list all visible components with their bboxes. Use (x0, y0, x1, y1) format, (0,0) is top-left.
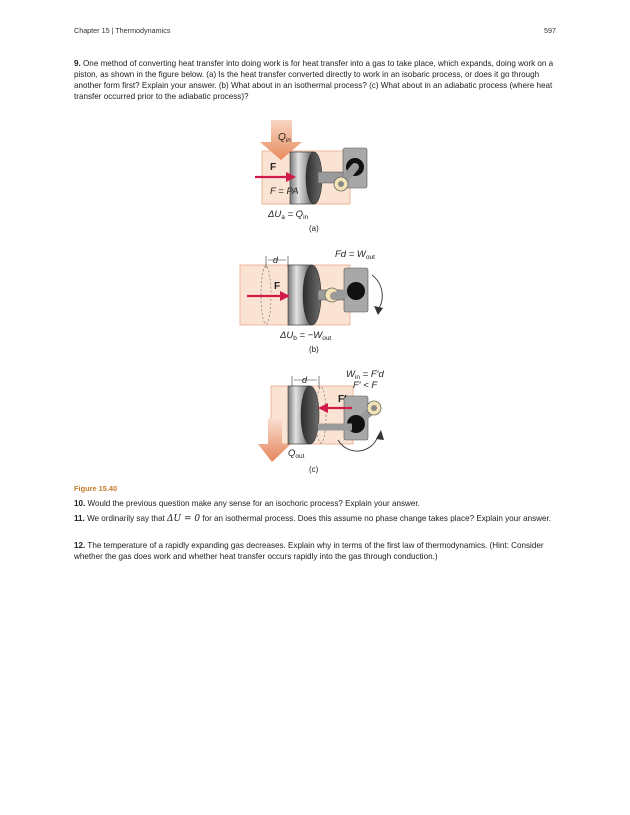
figure-panel-b (240, 249, 383, 354)
question-12 (74, 540, 558, 562)
w-in-equation: $W_{in} = F'd$ (346, 369, 384, 381)
piston-face (301, 386, 319, 444)
question-number: 11. (74, 514, 85, 523)
panel-a-label: (a) (309, 224, 319, 233)
question-text: Would the previous question make any sense for an isochoric process? Explain your answer. (87, 499, 420, 508)
delta-u-a: $\Delta U_a = Q_{in}$ (268, 209, 309, 221)
displacement-d: d (302, 375, 308, 385)
question-number: 9. (74, 59, 81, 68)
force-equation: F = PA (270, 186, 299, 197)
q-out-label: $Q_{out}$ (288, 448, 305, 460)
force-inequality: F′ < F (353, 380, 378, 391)
figure-panel-c (258, 369, 384, 474)
rotation-arrow (372, 275, 382, 310)
force-label: F′ (338, 394, 347, 405)
page-number: 597 (544, 26, 556, 35)
figure-caption: Figure 15.40 (74, 484, 118, 493)
figure-panel-a (255, 120, 367, 233)
question-text-pre: We ordinarily say that (87, 514, 165, 523)
work-out-equation: $Fd = W_{out}$ (335, 249, 375, 261)
force-label: F (270, 162, 277, 173)
running-header-chapter: Chapter 15 | Thermodynamics (74, 26, 171, 35)
delta-u-b: $\Delta U_b = -W_{out}$ (280, 330, 332, 342)
force-label: F (274, 281, 281, 292)
question-10 (74, 498, 558, 509)
question-text-post: for an isothermal process. Does this assume no phase change takes place? Explain your answer. (202, 514, 551, 523)
displacement-d: d (273, 255, 279, 265)
panel-b-label: (b) (309, 345, 319, 354)
question-11 (74, 512, 558, 526)
question-text: One method of converting heat transfer into doing work is for heat transfer into a gas to take place, which expands, doing work on a piston, as shown in the figure below. (a) Is the heat transfer converted directly to work in an isobaric process, or does it go through another form first? Explain your answer. (b) What about in an isothermal process? (c) What about in an adiabatic process (where heat transfer occurred prior to the adiabatic process)? (74, 59, 554, 101)
question-text: The temperature of a rapidly expanding gas decreases. Explain why in terms of the first law of thermodynamics. (Hint: Consider whether the gas does work and whether heat transfer occurs rapidly into the gas through conduction.) (74, 541, 544, 561)
question-number: 12. (74, 541, 86, 550)
question-number: 10. (74, 499, 86, 508)
math-delta-u-zero: ΔU = 0 (167, 514, 201, 524)
panel-c-label: (c) (309, 465, 319, 474)
q-in-label: $Q_{in}$ (278, 132, 291, 144)
crank-pivot (347, 282, 365, 300)
